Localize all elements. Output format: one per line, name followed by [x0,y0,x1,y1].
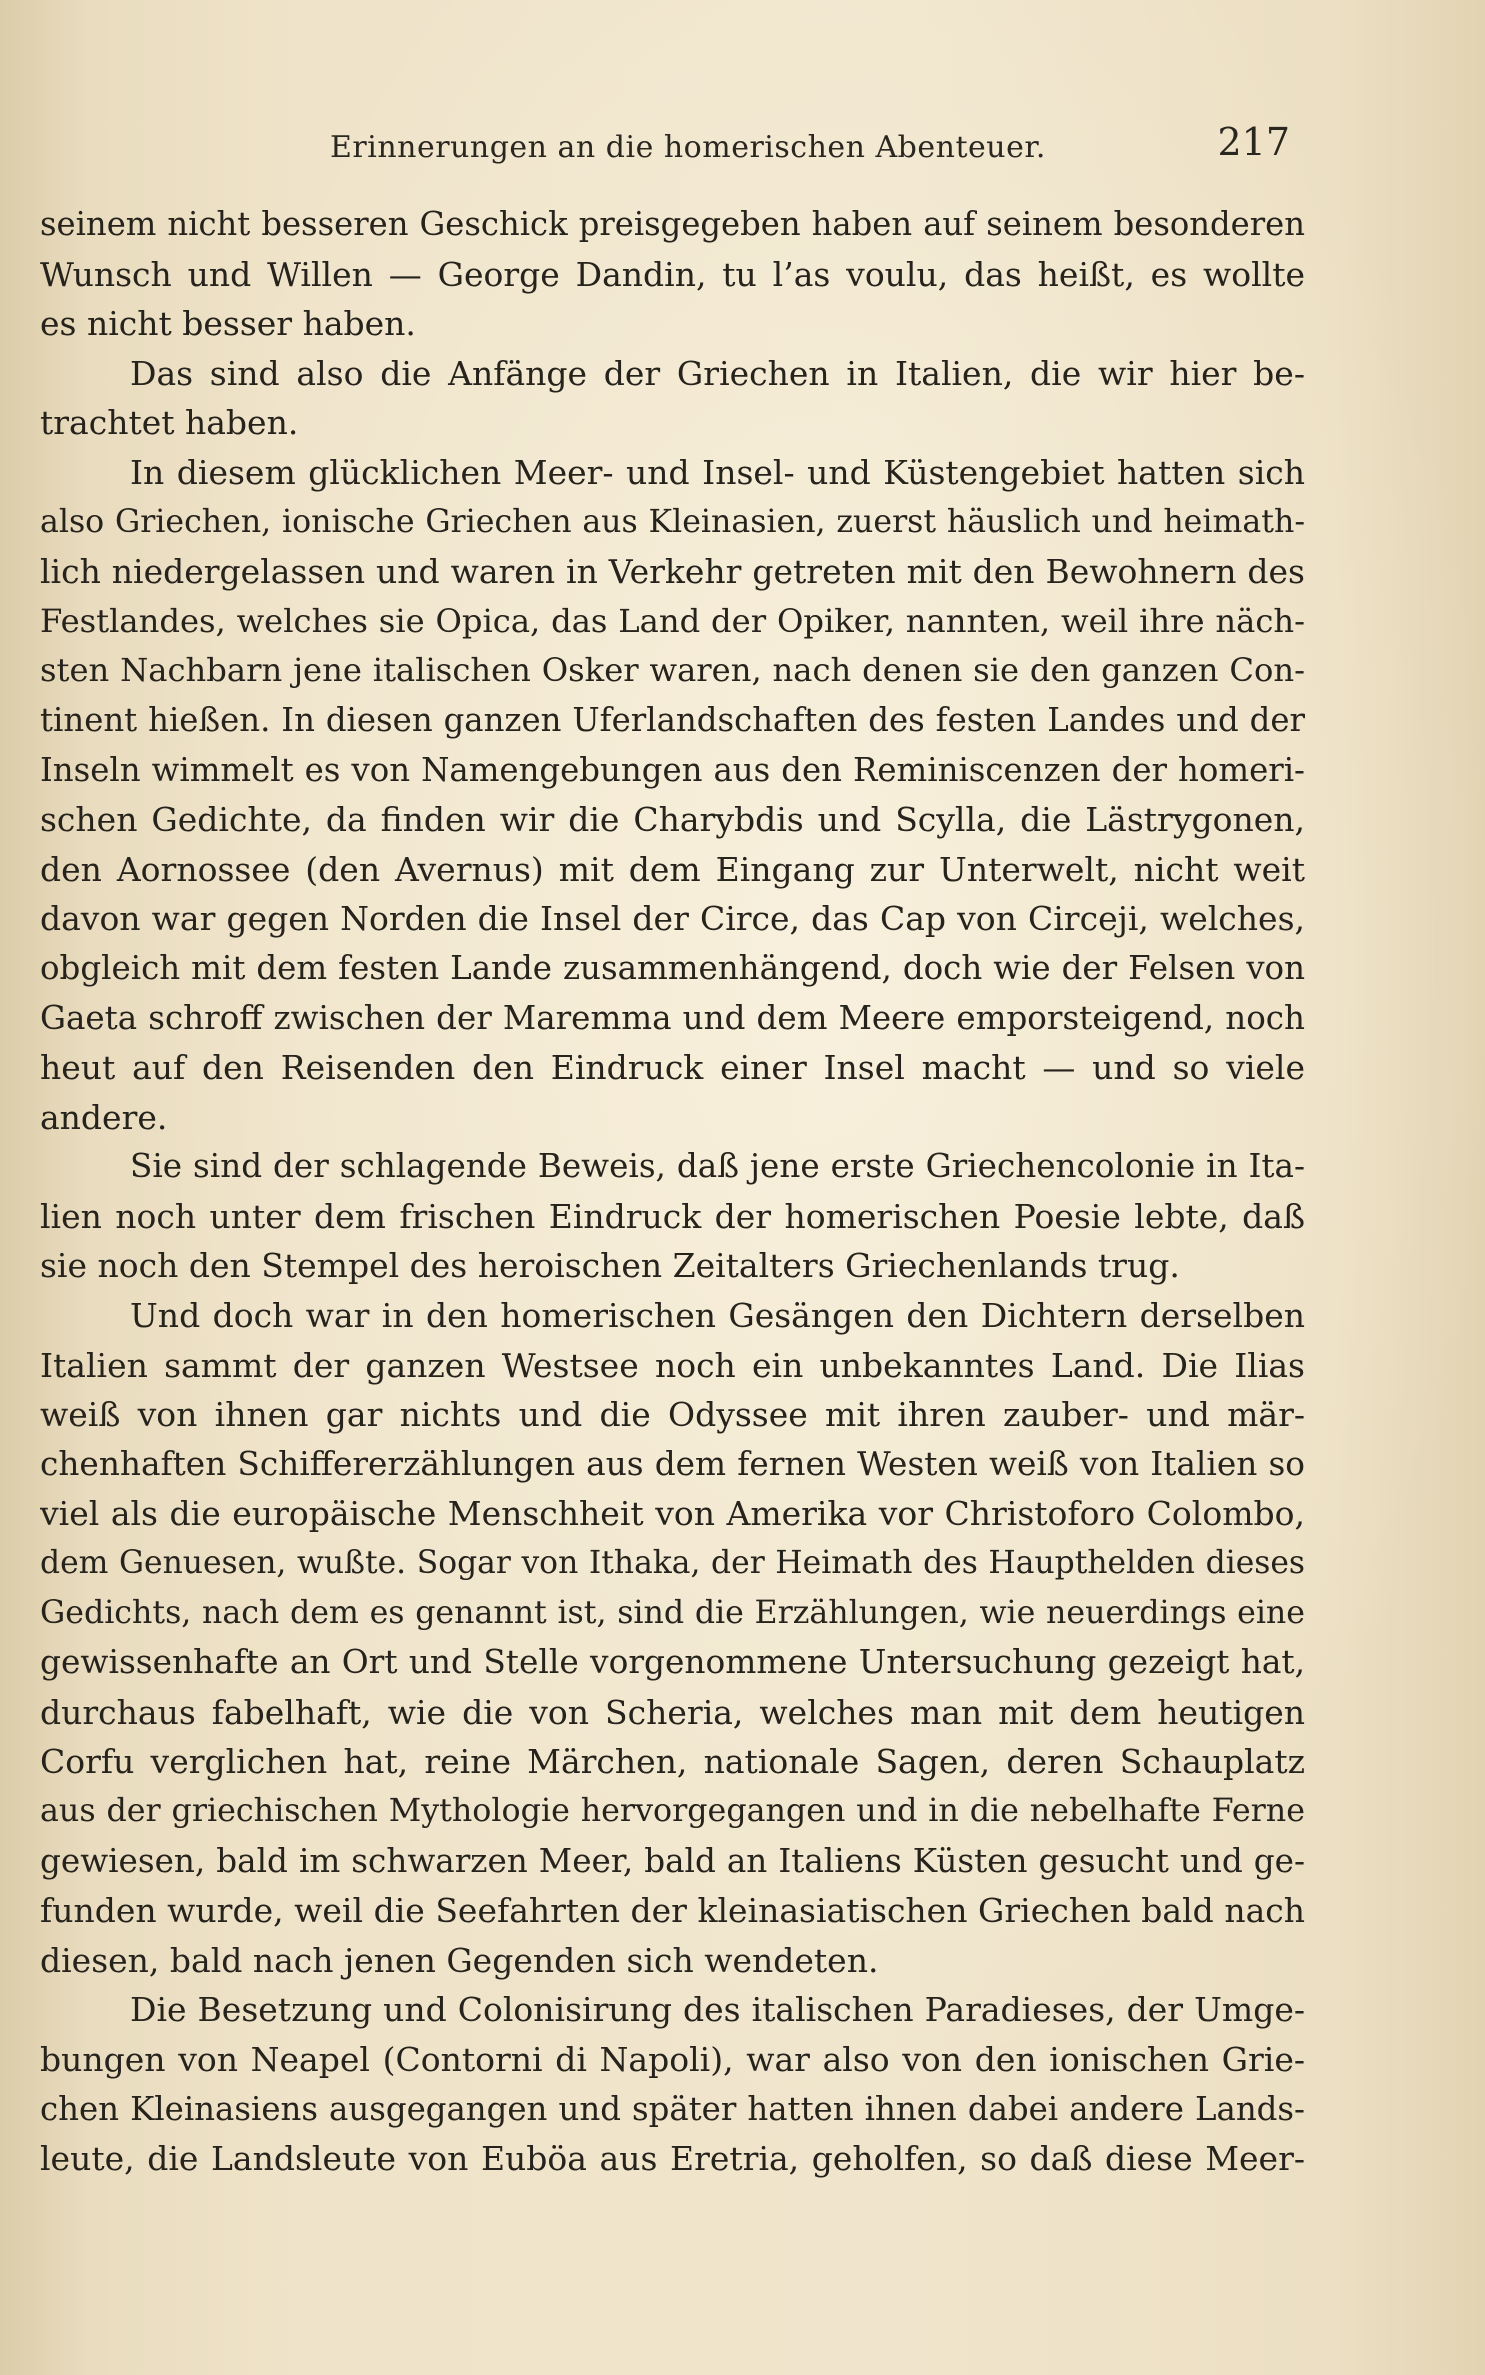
text-line: davon war gegen Norden die Insel der Circe, das Cap von Circeji, welches, [40,899,1305,939]
text-line: Gaeta schroff zwischen der Maremma und dem Meere emporsteigend, noch [40,998,1305,1037]
page-number: 217 [1217,120,1290,164]
text-line: Festlandes, welches sie Opica, das Land der Opiker, nannten, weil ihre näch- [40,601,1305,640]
text-line: Gedichts, nach dem es genannt ist, sind die Erzählungen, wie neuerdings eine [40,1594,1305,1631]
text-line: Und doch war in den homerischen Gesängen den Dichtern derselben [130,1296,1305,1336]
text-line: tinent hießen. In diesen ganzen Uferlandschaften des festen Landes und der [40,700,1305,739]
text-line: dem Genuesen, wußte. Sogar von Ithaka, der Heimath des Haupthelden dieses [40,1545,1305,1582]
text-line: also Griechen, ionische Griechen aus Kleinasien, zuerst häuslich und heimath- [40,503,1305,540]
text-line: Corfu verglichen hat, reine Märchen, nationale Sagen, deren Schauplatz [40,1742,1305,1782]
text-line: seinem nicht besseren Geschick preisgegeben haben auf seinem besonderen [40,205,1305,243]
text-line: Wunsch und Willen — George Dandin, tu l’as voulu, das heißt, es wollte [40,254,1305,294]
text-line: viel als die europäische Menschheit von Amerika vor Christoforo Colombo, [40,1494,1305,1534]
text-line: In diesem glücklichen Meer- und Insel- und Küstengebiet hatten sich [130,452,1305,492]
text-line: Die Besetzung und Colonisirung des italischen Paradieses, der Umge- [130,1990,1305,2030]
text-line: Das sind also die Anfänge der Griechen in Italien, die wir hier be- [130,353,1305,393]
text-line: durchaus fabelhaft, wie die von Scheria, welches man mit dem heutigen [40,1692,1305,1732]
text-line: Sie sind der schlagende Beweis, daß jene erste Griechencolonie in Ita- [130,1147,1305,1186]
running-head: Erinnerungen an die homerischen Abenteuer. [330,130,1046,165]
text-line: bungen von Neapel (Contorni di Napoli), war also von den ionischen Grie- [40,2039,1305,2079]
text-line: Italien sammt der ganzen Westsee noch ein unbekanntes Land. Die Ilias [40,1345,1305,1385]
text-line: lien noch unter dem frischen Eindruck der homerischen Poesie lebte, daß [40,1196,1305,1236]
text-line: es nicht besser haben. [40,304,416,344]
text-line: trachtet haben. [40,403,299,443]
text-line: heut auf den Reisenden den Eindruck einer Insel macht — und so viele [40,1048,1305,1088]
text-line: chenhaften Schiffererzählungen aus dem fernen Westen weiß von Italien so [40,1444,1305,1483]
text-line: gewissenhafte an Ort und Stelle vorgenommene Untersuchung gezeigt hat, [40,1643,1305,1682]
text-line: obgleich mit dem festen Lande zusammenhängend, doch wie der Felsen von [40,948,1305,987]
text-line: weiß von ihnen gar nichts und die Odyssee mit ihren zauber- und mär- [40,1395,1305,1435]
text-line: diesen, bald nach jenen Gegenden sich wendeten. [40,1940,879,1980]
text-line: chen Kleinasiens ausgegangen und später hatten ihnen dabei andere Lands- [40,2089,1305,2128]
text-line: andere. [40,1097,168,1137]
text-line: funden wurde, weil die Seefahrten der kleinasiatischen Griechen bald nach [40,1891,1305,1931]
text-line: Inseln wimmelt es von Namengebungen aus den Reminiscenzen der homeri- [40,750,1305,789]
text-line: schen Gedichte, da finden wir die Charybdis und Scylla, die Lästrygonen, [40,800,1305,840]
text-line: aus der griechischen Mythologie hervorgegangen und in die nebelhafte Ferne [40,1793,1305,1829]
text-line: leute, die Landsleute von Euböa aus Eretria, geholfen, so daß diese Meer- [40,2139,1305,2179]
body-text [40,200,1305,2184]
text-line: lich niedergelassen und waren in Verkehr getreten mit den Bewohnern des [40,552,1305,592]
text-line: sie noch den Stempel des heroischen Zeitalters Griechenlands trug. [40,1246,1180,1286]
text-line: gewiesen, bald im schwarzen Meer, bald an Italiens Küsten gesucht und ge- [40,1841,1305,1880]
page-header [40,120,1290,180]
text-line: sten Nachbarn jene italischen Osker waren, nach denen sie den ganzen Con- [40,651,1305,690]
text-line: den Aornossee (den Avernus) mit dem Eingang zur Unterwelt, nicht weit [40,849,1305,889]
